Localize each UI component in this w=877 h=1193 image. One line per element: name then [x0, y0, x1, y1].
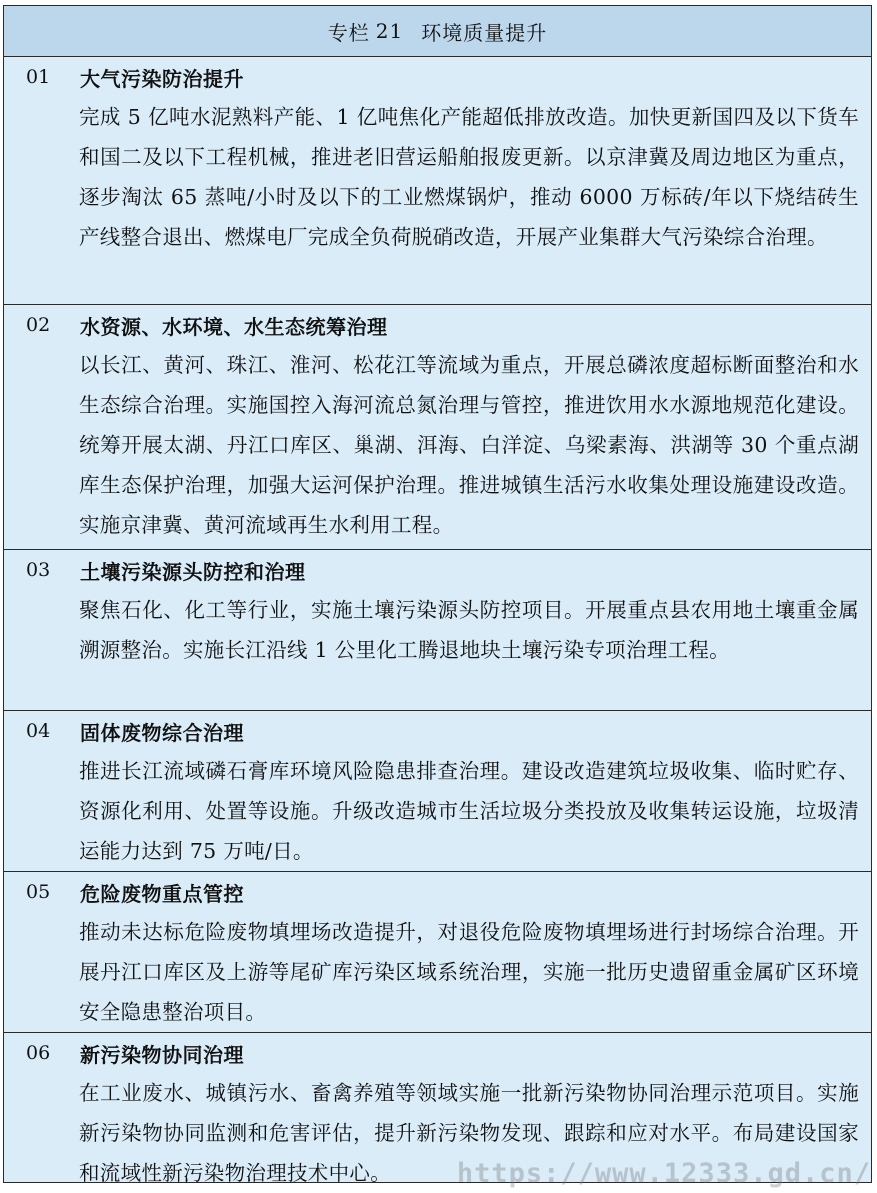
section-01	[4, 57, 871, 305]
section-title: 土壤污染源头防控和治理	[80, 559, 306, 584]
section-body: 在工业废水、城镇污水、畜禽养殖等领域实施一批新污染物协同治理示范项目。实施新污染物协同监测和危害评估，提升新污染物发现、跟踪和应对水平。布局建设国家和流域性新污染物治理技术中心。	[79, 1081, 859, 1185]
watermark-text: https://www.12333.gd.cn/	[456, 1158, 871, 1189]
section-number: 04	[26, 720, 51, 742]
section-body: 推动未达标危险废物填埋场改造提升，对退役危险废物填埋场进行封场综合治理。开展丹江口库区及上游等尾矿库污染区域系统治理，实施一批历史遗留重金属矿区环境安全隐患整治项目。	[79, 920, 859, 1024]
column-header	[4, 6, 871, 57]
section-title: 大气污染防治提升	[80, 66, 244, 91]
column-title: 环境质量提升	[421, 20, 548, 45]
column-label: 专栏	[327, 20, 370, 45]
section-04	[4, 711, 871, 872]
section-title: 新污染物协同治理	[80, 1042, 244, 1067]
section-02	[4, 305, 871, 550]
section-title: 水资源、水环境、水生态统筹治理	[80, 314, 388, 339]
section-number: 02	[26, 314, 51, 336]
section-body: 聚焦石化、化工等行业，实施土壤污染源头防控项目。开展重点县农用地土壤重金属溯源整治。实施长江沿线 1 公里化工腾退地块土壤污染专项治理工程。	[79, 598, 859, 662]
special-column-box	[3, 5, 872, 1183]
section-06	[4, 1033, 871, 1183]
section-number: 01	[26, 66, 51, 88]
section-number: 03	[26, 559, 51, 581]
section-title: 危险废物重点管控	[80, 881, 244, 906]
section-03	[4, 550, 871, 711]
section-title: 固体废物综合治理	[80, 720, 244, 745]
section-number: 05	[26, 881, 51, 903]
section-body: 完成 5 亿吨水泥熟料产能、1 亿吨焦化产能超低排放改造。加快更新国四及以下货车和国二及以下工程机械，推进老旧营运船舶报废更新。以京津冀及周边地区为重点，逐步淘汰 65 蒸吨/小时及以下的工业燃煤锅炉，推动 6000 万标砖/年以下烧结砖生产线整合退出、燃煤电厂完成全负荷脱硝改造，开展产业集群大气污染综合治理。	[79, 105, 859, 249]
column-number: 21	[375, 19, 404, 43]
section-body: 推进长江流域磷石膏库环境风险隐患排查治理。建设改造建筑垃圾收集、临时贮存、资源化利用、处置等设施。升级改造城市生活垃圾分类投放及收集转运设施，垃圾清运能力达到 75 万吨/日。	[79, 759, 859, 863]
section-number: 06	[26, 1042, 51, 1064]
section-05	[4, 872, 871, 1033]
section-body: 以长江、黄河、珠江、淮河、松花江等流域为重点，开展总磷浓度超标断面整治和水生态综合治理。实施国控入海河流总氮治理与管控，推进饮用水水源地规范化建设。统筹开展太湖、丹江口库区、巢湖、洱海、白洋淀、乌梁素海、洪湖等 30 个重点湖库生态保护治理，加强大运河保护治理。推进城镇生活污水收集处理设施建设改造。实施京津冀、黄河流域再生水利用工程。	[79, 353, 859, 537]
